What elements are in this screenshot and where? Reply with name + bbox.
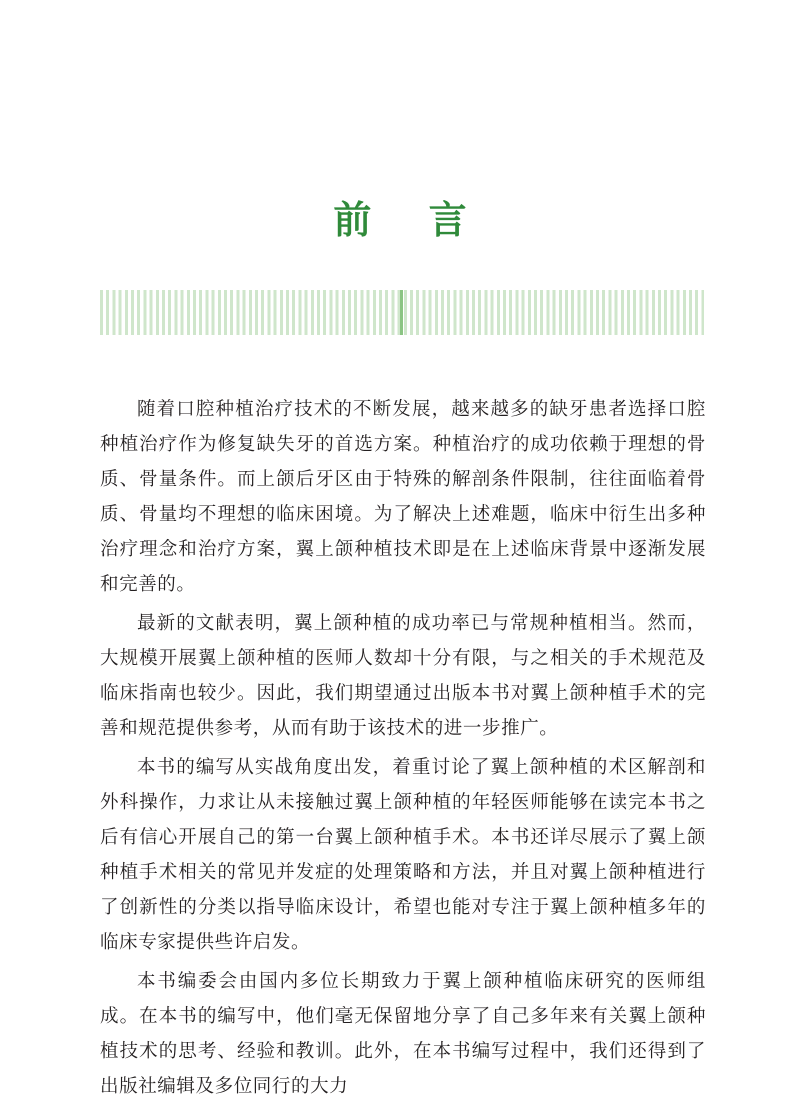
page-title: 前 言 — [333, 198, 489, 243]
paragraph-2: 最新的文献表明，翼上颌种植的成功率已与常规种植相当。然而，大规模开展翼上颌种植的医师人数却十分有限，与之相关的手术规范及临床指南也较少。因此，我们期望通过出版本书对翼上颌种植手术的完善和规范提供参考，从而有助于该技术的进一步推广。 — [100, 613, 706, 739]
paragraph-1: 随着口腔种植治疗技术的不断发展，越来越多的缺牙患者选择口腔种植治疗作为修复缺失牙的首选方案。种植治疗的成功依赖于理想的骨质、骨量条件。而上颌后牙区由于特殊的解剖条件限制，往往面临着骨质、骨量均不理想的临床困境。为了解决上述难题，临床中衍生出多种治疗理念和治疗方案，翼上颌种植技术即是在上述临床背景中逐渐发展和完善的。 — [100, 399, 706, 595]
paragraph-3: 本书的编写从实战角度出发，着重讨论了翼上颌种植的术区解剖和外科操作，力求让从未接触过翼上颌种植的年轻医师能够在读完本书之后有信心开展自己的第一台翼上颌种植手术。本书还详尽展示了翼上颌种植手术相关的常见并发症的处理策略和方法，并且对翼上颌种植进行了创新性的分类以指导临床设计，希望也能对专注于翼上颌种植多年的临床专家提供些许启发。 — [100, 757, 706, 953]
decorative-stripe-center-line — [400, 290, 403, 335]
preface-body — [100, 392, 706, 1108]
paragraph-4: 本书编委会由国内多位长期致力于翼上颌种植临床研究的医师组成。在本书的编写中，他们毫无保留地分享了自己多年来有关翼上颌种植技术的思考、经验和教训。此外，在本书编写过程中，我们还得到了出版社编辑及多位同行的大力 — [100, 971, 706, 1097]
